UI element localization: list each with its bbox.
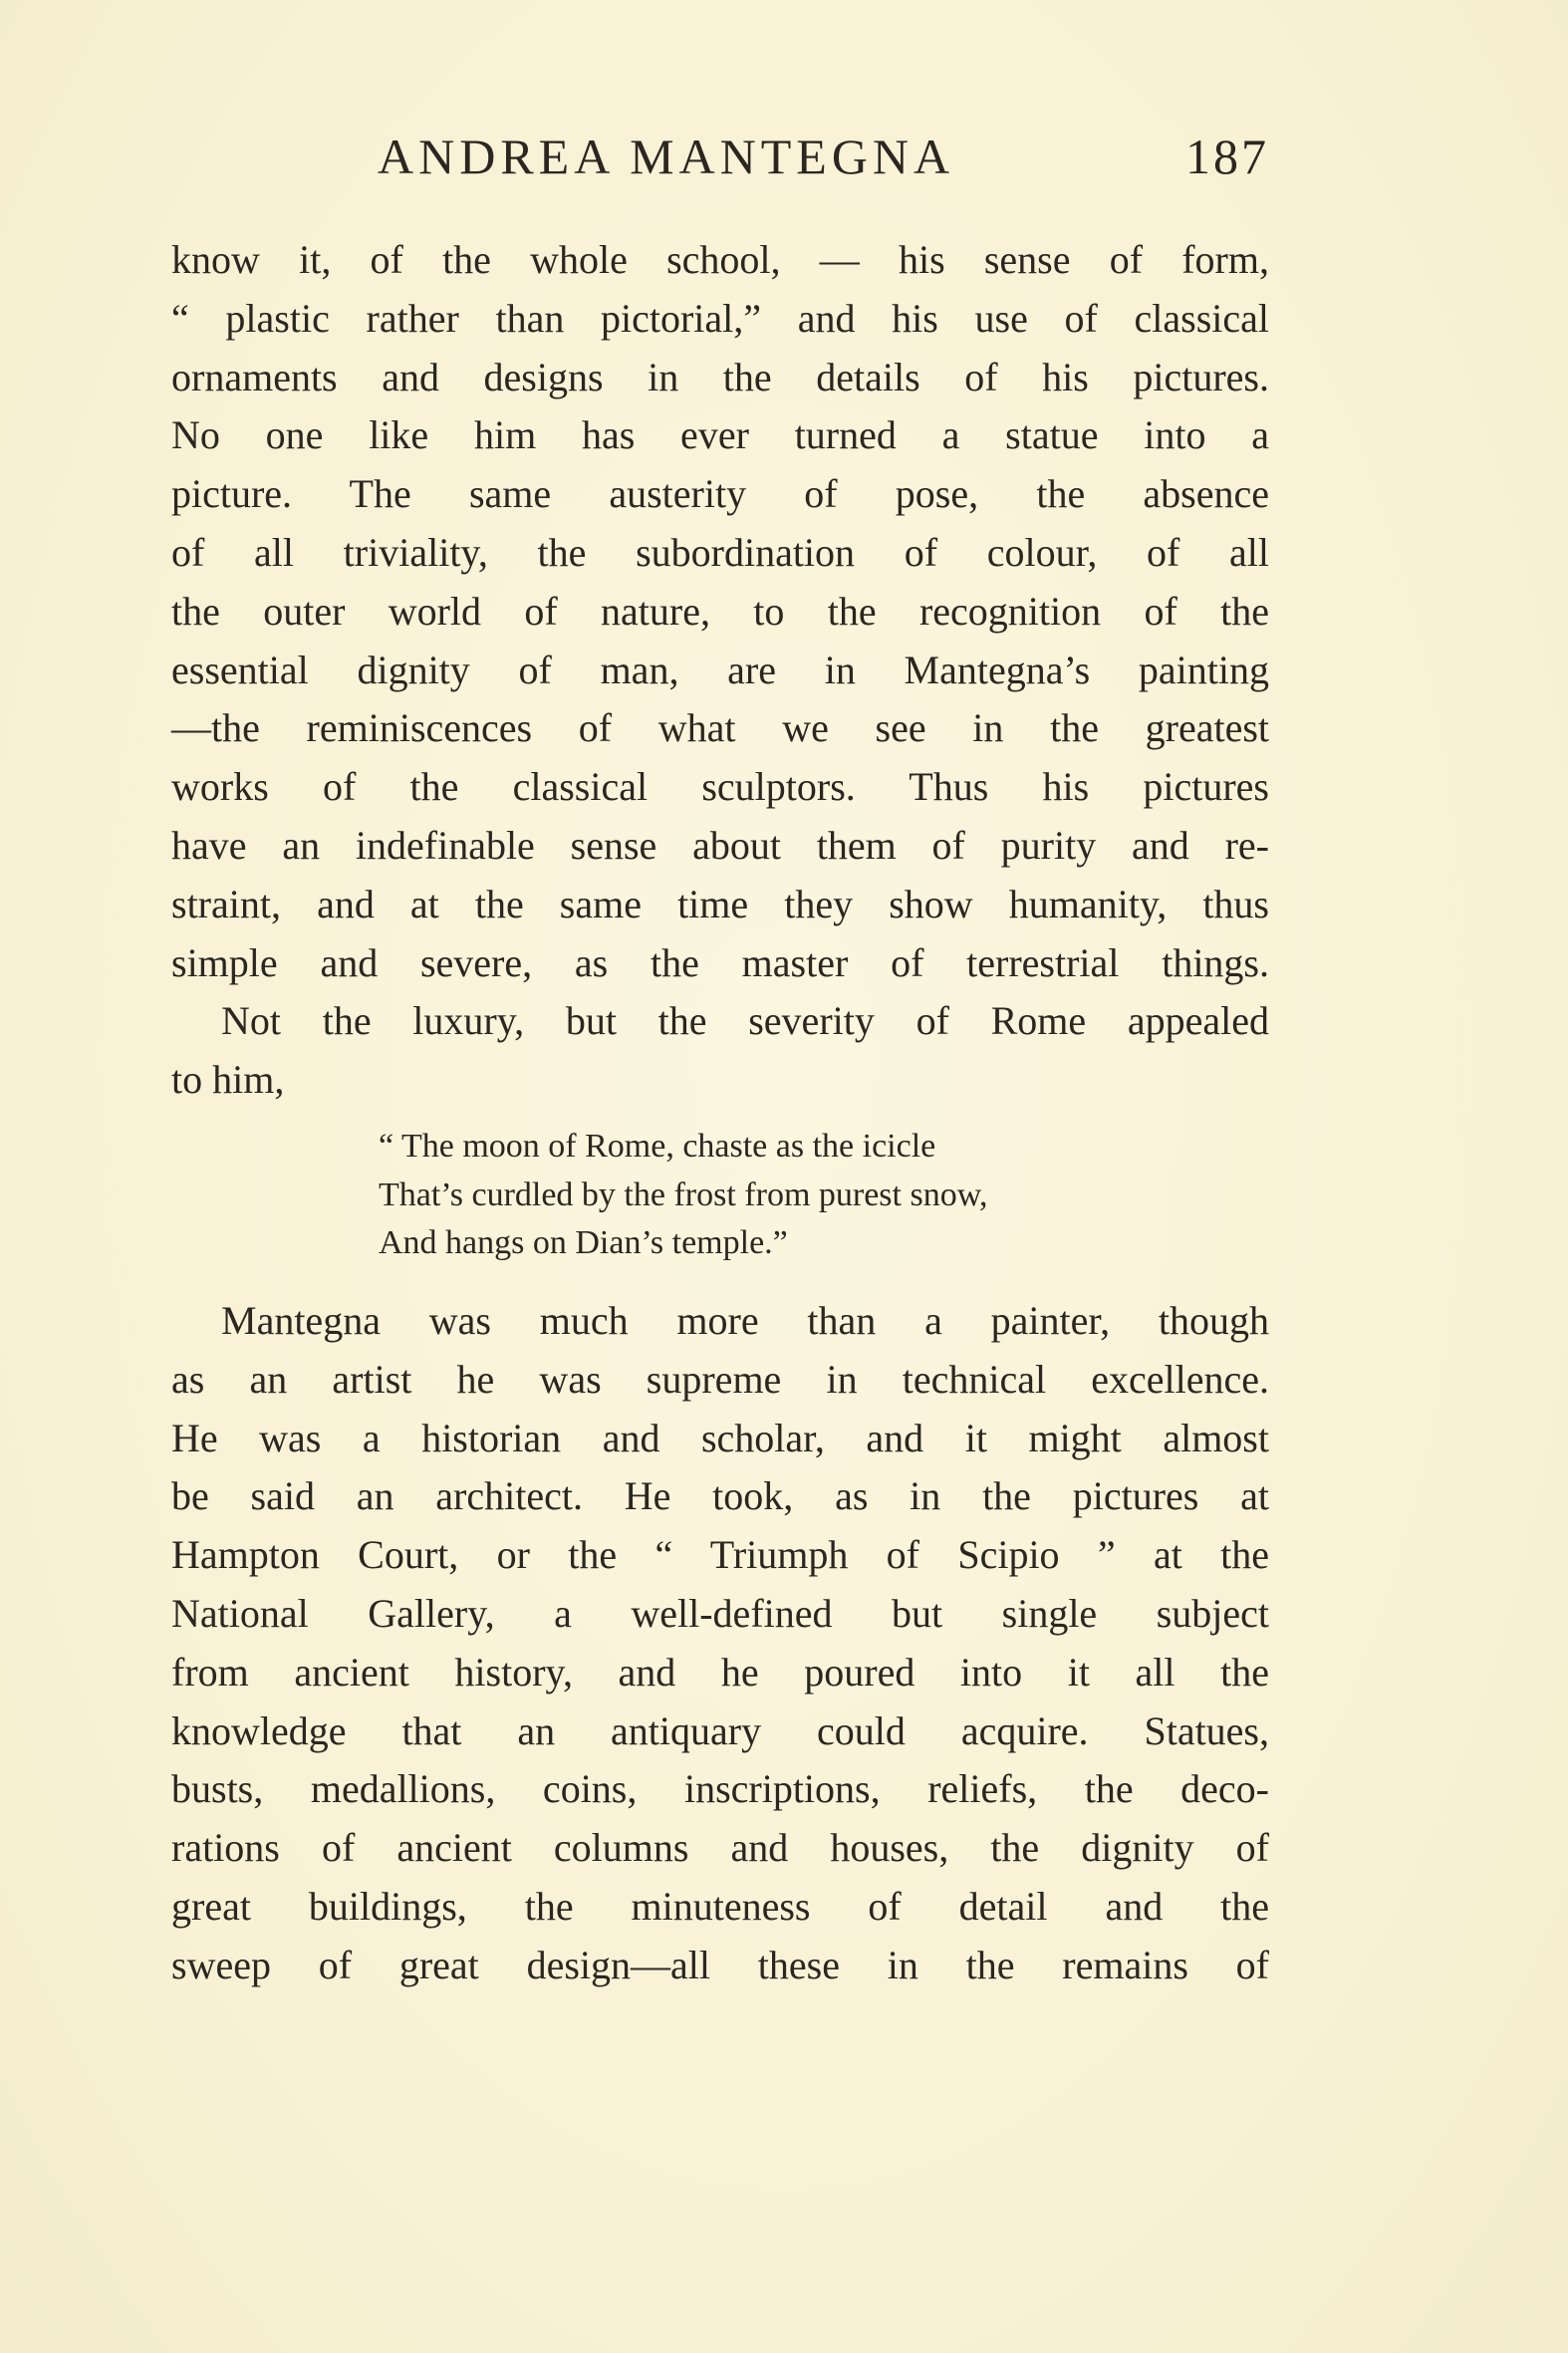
text-line: be said an architect. He took, as in the pictures at [171, 1473, 1269, 1519]
text-line: as an artist he was supreme in technical excellence. [171, 1356, 1269, 1402]
text-line: simple and severe, as the master of terrestrial things. [171, 939, 1269, 985]
text-line: the outer world of nature, to the recognition of the [171, 588, 1269, 634]
text-line: knowledge that an antiquary could acquire. Statues, [171, 1707, 1269, 1753]
running-title: ANDREA MANTEGNA [378, 129, 955, 184]
text-line: know it, of the whole school, — his sense of form, [171, 237, 1269, 282]
text-line: “ plastic rather than pictorial,” and his use of classical [171, 295, 1269, 341]
text-line: of all triviality, the subordination of colour, of all [171, 529, 1269, 575]
body-text-upper [171, 231, 1269, 1110]
page-number: 187 [1185, 129, 1269, 184]
running-head [171, 128, 1269, 197]
text-line: ornaments and designs in the details of his pictures. [171, 354, 1269, 399]
text-line: Mantegna was much more than a painter, though [221, 1298, 1269, 1343]
quote-line: And hangs on Dian’s temple.” [379, 1224, 788, 1261]
text-line: have an indefinable sense about them of purity and re- [171, 822, 1269, 868]
text-line: from ancient history, and he poured into it all the [171, 1649, 1269, 1695]
paragraph-3 [171, 1292, 1269, 1995]
text-line: —the reminiscences of what we see in the greatest [171, 705, 1269, 751]
body-text-lower [171, 1292, 1269, 1995]
text-line: He was a historian and scholar, and it might almost [171, 1415, 1269, 1460]
text-line: rations of ancient columns and houses, the dignity of [171, 1825, 1269, 1871]
text-line: essential dignity of man, are in Mantegna’s painting [171, 647, 1269, 692]
text-line: busts, medallions, coins, inscriptions, reliefs, the deco- [171, 1766, 1269, 1812]
text-line: works of the classical sculptors. Thus his pictures [171, 764, 1269, 810]
paragraph-1 [171, 231, 1269, 992]
text-line: National Gallery, a well-defined but single subject [171, 1590, 1269, 1636]
quote-line: That’s curdled by the frost from purest snow, [379, 1176, 988, 1213]
quote-line: “ The moon of Rome, chaste as the icicle [379, 1128, 936, 1165]
paragraph-2 [171, 992, 1269, 1110]
text-line: Not the luxury, but the severity of Rome appealed [221, 998, 1269, 1044]
text-line: straint, and at the same time they show humanity, thus [171, 881, 1269, 926]
verse-quotation [379, 1123, 1176, 1268]
text-line: sweep of great design—all these in the remains of [171, 1942, 1269, 1987]
text-line: to him, [171, 1057, 285, 1103]
text-line: picture. The same austerity of pose, the absence [171, 471, 1269, 517]
text-line: great buildings, the minuteness of detail and the [171, 1883, 1269, 1929]
text-line: Hampton Court, or the “ Triumph of Scipio ” at the [171, 1532, 1269, 1578]
text-line: No one like him has ever turned a statue into a [171, 412, 1269, 458]
